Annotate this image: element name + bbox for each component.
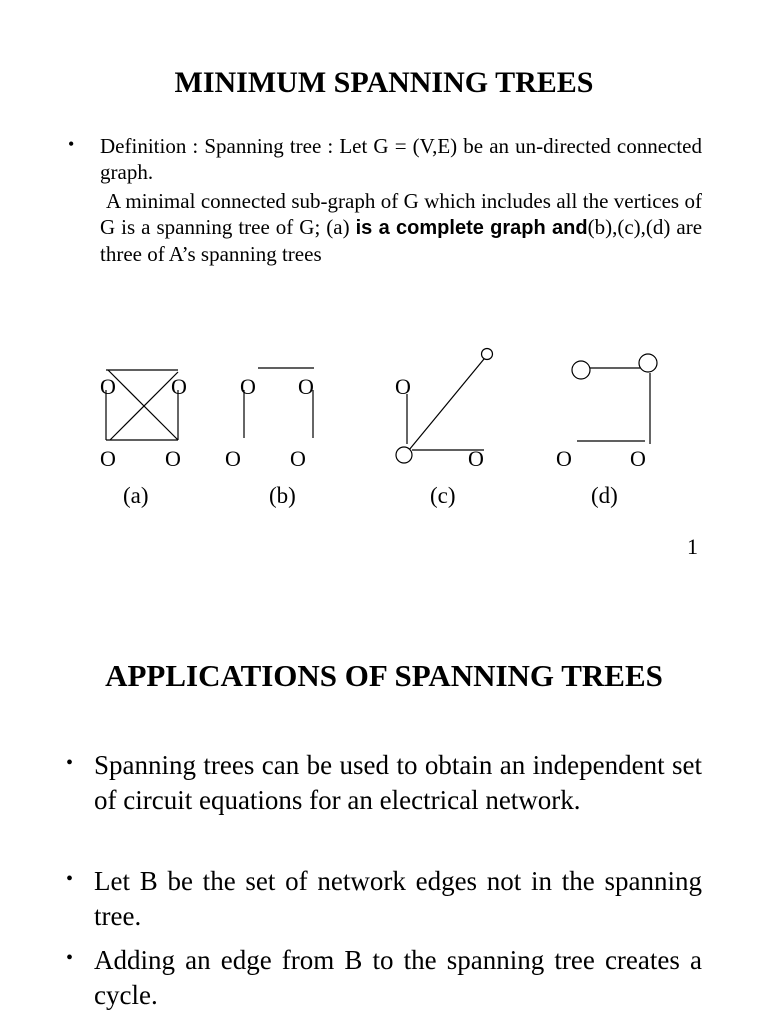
list-item: Adding an edge from B to the spanning tree creates a cycle.: [94, 945, 702, 1010]
graph-caption: (d): [591, 483, 618, 508]
vertex-label: O: [290, 446, 306, 471]
bullet: •: [66, 947, 74, 969]
vertex-label: O: [225, 446, 241, 471]
vertex-label: O: [298, 374, 314, 399]
bullet: •: [66, 868, 74, 890]
slide-applications-of-spanning-trees: [0, 580, 768, 1024]
vertex-label: O: [100, 446, 116, 471]
vertex-label: O: [240, 374, 256, 399]
slide-title: APPLICATIONS OF SPANNING TREES: [105, 658, 663, 693]
definition-text: [100, 133, 702, 185]
description-part-1: A minimal connected sub-graph of G which includes all the vertices of G is a spanning tree of G; (a): [100, 189, 702, 239]
edge: [409, 359, 484, 450]
vertex-label: O: [630, 446, 646, 471]
graph-c: [395, 349, 493, 509]
description-bold: is a complete graph and: [355, 217, 588, 239]
vertex-node: [396, 447, 412, 463]
graph-caption: (b): [269, 483, 296, 508]
vertex-label: O: [171, 374, 187, 399]
definition-line: Definition : Spanning tree : Let G = (V,E) be an un-directed connected graph.: [100, 134, 702, 184]
description-part-2: (b),(c),(d) are three of A’s spanning trees: [100, 215, 703, 266]
graph-caption: (c): [430, 483, 456, 508]
edge: [108, 370, 178, 440]
bullet: •: [68, 134, 75, 154]
vertex-label: O: [165, 446, 181, 471]
bullet: •: [66, 752, 74, 774]
vertex-node: [572, 361, 590, 379]
slide-title: MINIMUM SPANNING TREES: [174, 66, 594, 99]
spanning-tree-diagrams: [0, 340, 768, 520]
graph-a: [100, 370, 187, 508]
list-item: Spanning trees can be used to obtain an independent set of circuit equations for an electrical network.: [94, 750, 702, 815]
vertex-label: O: [100, 374, 116, 399]
graph-b: [225, 368, 314, 508]
vertex-node: [639, 354, 657, 372]
graph-d: [556, 354, 657, 508]
graph-caption: (a): [123, 483, 149, 508]
spanning-tree-description: [100, 188, 702, 267]
vertex-label: O: [556, 446, 572, 471]
list-item: Let B be the set of network edges not in the spanning tree.: [94, 866, 702, 931]
vertex-label: O: [468, 446, 484, 471]
page-number: 1: [687, 534, 698, 559]
vertex-label: O: [395, 374, 411, 399]
vertex-node: [482, 349, 493, 360]
